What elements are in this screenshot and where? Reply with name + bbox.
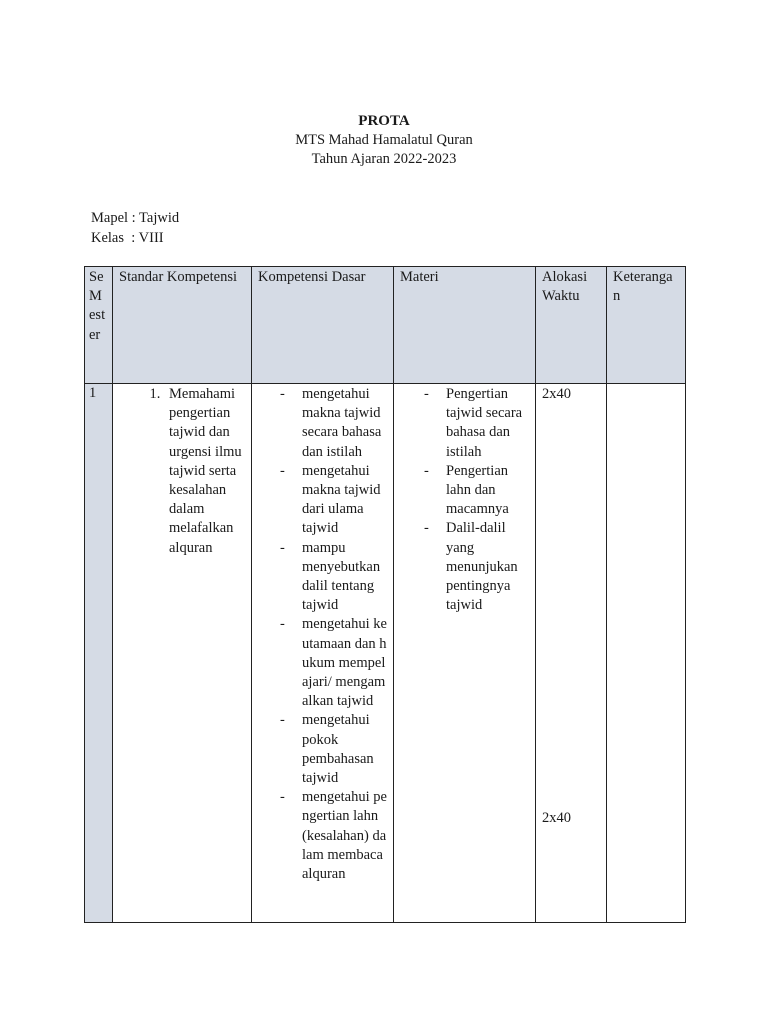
- cell-kompetensi-dasar: [252, 384, 394, 923]
- document-title: PROTA: [358, 113, 410, 129]
- title-block: [0, 112, 768, 169]
- cell-materi: [394, 384, 536, 923]
- cell-standar-kompetensi: [113, 384, 252, 923]
- alokasi-value: 2x40: [542, 386, 571, 402]
- header-standar-kompetensi: Standar Kompetensi: [113, 267, 252, 384]
- header-materi: Materi: [394, 267, 536, 384]
- header-kompetensi-dasar: Kompetensi Dasar: [252, 267, 394, 384]
- list-item: - mengetahui pengertian lahn(kesalahan) dalam membaca alquran: [302, 788, 387, 884]
- list-item: - mengetahui makna tajwid secara bahasa dan istilah: [302, 385, 387, 462]
- header-semester: SeMester: [85, 267, 113, 384]
- subject-label: Mapel : Tajwid: [91, 210, 180, 226]
- cell-alokasi-waktu: [536, 384, 607, 923]
- cell-semester: 1: [85, 384, 113, 923]
- list-item: - Dalil-dalil yang menunjukan pentingnya tajwid: [446, 519, 529, 615]
- class-label: Kelas : VIII: [91, 230, 164, 246]
- school-name: MTS Mahad Hamalatul Quran: [295, 132, 473, 148]
- academic-year: Tahun Ajaran 2022-2023: [311, 151, 457, 167]
- list-item: - mengetahui makna tajwid dari ulama tajwid: [302, 462, 387, 539]
- cell-keterangan: [607, 384, 686, 923]
- list-item: 1. Memahami pengertian tajwid dan urgensi ilmu tajwid serta kesalahan dalam melafalkan alquran: [164, 385, 245, 558]
- table-header-row: [85, 267, 686, 384]
- list-item: - mengetahui keutamaan dan hukum mempelajari/ mengamalkan tajwid: [302, 615, 387, 711]
- list-item: - mengetahui pokok pembahasan tajwid: [302, 711, 387, 788]
- list-item: - Pengertian lahn dan macamnya: [446, 462, 529, 520]
- prota-table: [84, 266, 686, 923]
- list-item: - Pengertian tajwid secara bahasa dan istilah: [446, 385, 529, 462]
- table-row: [85, 384, 686, 923]
- header-alokasi-waktu: Alokasi Waktu: [536, 267, 607, 384]
- header-keterangan: Keterangan: [607, 267, 686, 384]
- alokasi-value: 2x40: [542, 810, 571, 826]
- list-item: - mampu menyebutkan dalil tentang tajwid: [302, 539, 387, 616]
- subject-info: [91, 208, 179, 248]
